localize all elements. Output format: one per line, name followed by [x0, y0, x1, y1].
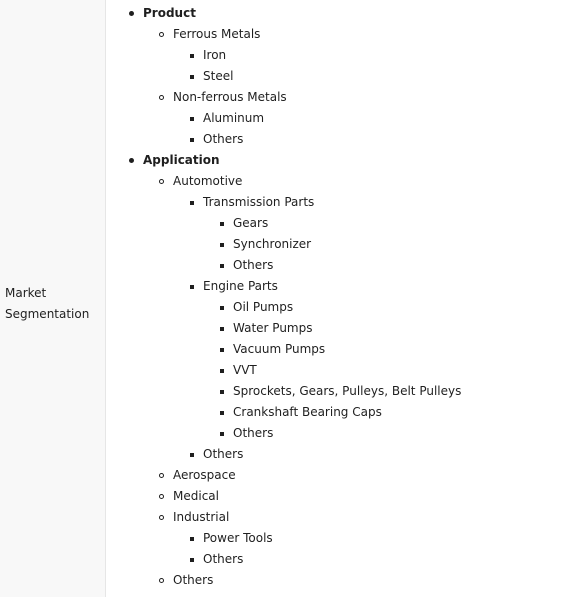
bullet-icon — [157, 171, 167, 192]
list-item-label: Others — [203, 552, 244, 566]
list-item-label: VVT — [233, 363, 257, 377]
list-item-label: Oil Pumps — [233, 300, 294, 314]
list-item — [106, 507, 570, 528]
bullet-icon — [157, 486, 167, 507]
list-item — [106, 381, 570, 402]
bullet-icon — [217, 297, 227, 318]
bullet-icon — [127, 3, 137, 24]
list-item — [106, 255, 570, 276]
list-item-label: Others — [233, 258, 274, 272]
list-item — [106, 3, 570, 24]
list-item-label: Others — [173, 573, 214, 587]
list-item-label: Power Tools — [203, 531, 273, 545]
bullet-icon — [187, 444, 197, 465]
bullet-icon — [187, 129, 197, 150]
list-item-label: Ferrous Metals — [173, 27, 261, 41]
bullet-icon — [217, 339, 227, 360]
list-item-label: Engine Parts — [203, 279, 278, 293]
list-item — [106, 339, 570, 360]
bullet-icon — [217, 213, 227, 234]
bullet-icon — [157, 507, 167, 528]
list-item — [106, 45, 570, 66]
list-item-label: Sprockets, Gears, Pulleys, Belt Pulleys — [233, 384, 462, 398]
bullet-icon — [157, 570, 167, 591]
list-item-label: Vacuum Pumps — [233, 342, 326, 356]
bullet-icon — [217, 318, 227, 339]
list-item-label: Others — [233, 426, 274, 440]
list-item — [106, 528, 570, 549]
list-item — [106, 402, 570, 423]
bullet-icon — [217, 360, 227, 381]
list-item — [106, 570, 570, 591]
list-item — [106, 360, 570, 381]
bullet-icon — [217, 402, 227, 423]
segmentation-list — [106, 0, 570, 597]
bullet-icon — [217, 423, 227, 444]
list-item-label: Industrial — [173, 510, 230, 524]
list-item — [106, 276, 570, 297]
list-item — [106, 444, 570, 465]
row-label — [5, 283, 103, 325]
bullet-icon — [187, 66, 197, 87]
list-item-label: Water Pumps — [233, 321, 313, 335]
bullet-icon — [187, 192, 197, 213]
bullet-icon — [127, 150, 137, 171]
list-item-label: Gears — [233, 216, 269, 230]
list-item — [106, 213, 570, 234]
list-item-label: Others — [203, 132, 244, 146]
list-item — [106, 108, 570, 129]
list-item-label: Automotive — [173, 174, 243, 188]
list-item-label: Transmission Parts — [203, 195, 315, 209]
bullet-icon — [157, 465, 167, 486]
list-item — [106, 66, 570, 87]
list-item-label: Application — [143, 153, 220, 167]
list-item-label: Steel — [203, 69, 234, 83]
list-item — [106, 171, 570, 192]
bullet-icon — [187, 276, 197, 297]
list-item-label: Product — [143, 6, 196, 20]
bullet-icon — [187, 528, 197, 549]
list-item-label: Aluminum — [203, 111, 265, 125]
list-item-label: Others — [203, 447, 244, 461]
list-item — [106, 465, 570, 486]
list-item-label: Crankshaft Bearing Caps — [233, 405, 382, 419]
list-item — [106, 486, 570, 507]
list-item-label: Aerospace — [173, 468, 236, 482]
list-item-label: Non-ferrous Metals — [173, 90, 287, 104]
list-item — [106, 423, 570, 444]
list-item — [106, 150, 570, 171]
bullet-icon — [217, 234, 227, 255]
bullet-icon — [157, 24, 167, 45]
bullet-icon — [187, 108, 197, 129]
list-item — [106, 318, 570, 339]
list-item — [106, 297, 570, 318]
list-item — [106, 87, 570, 108]
row-label-line-2: Segmentation — [5, 307, 90, 321]
list-item — [106, 192, 570, 213]
list-item — [106, 234, 570, 255]
list-item — [106, 129, 570, 150]
bullet-icon — [157, 87, 167, 108]
row-label-line-1: Market — [5, 286, 47, 300]
list-item-label: Iron — [203, 48, 227, 62]
bullet-icon — [187, 549, 197, 570]
list-item — [106, 24, 570, 45]
bullet-icon — [217, 255, 227, 276]
list-item-label: Synchronizer — [233, 237, 312, 251]
bullet-icon — [217, 381, 227, 402]
bullet-icon — [187, 45, 197, 66]
row-label-cell — [0, 0, 106, 597]
list-item — [106, 549, 570, 570]
list-item-label: Medical — [173, 489, 219, 503]
